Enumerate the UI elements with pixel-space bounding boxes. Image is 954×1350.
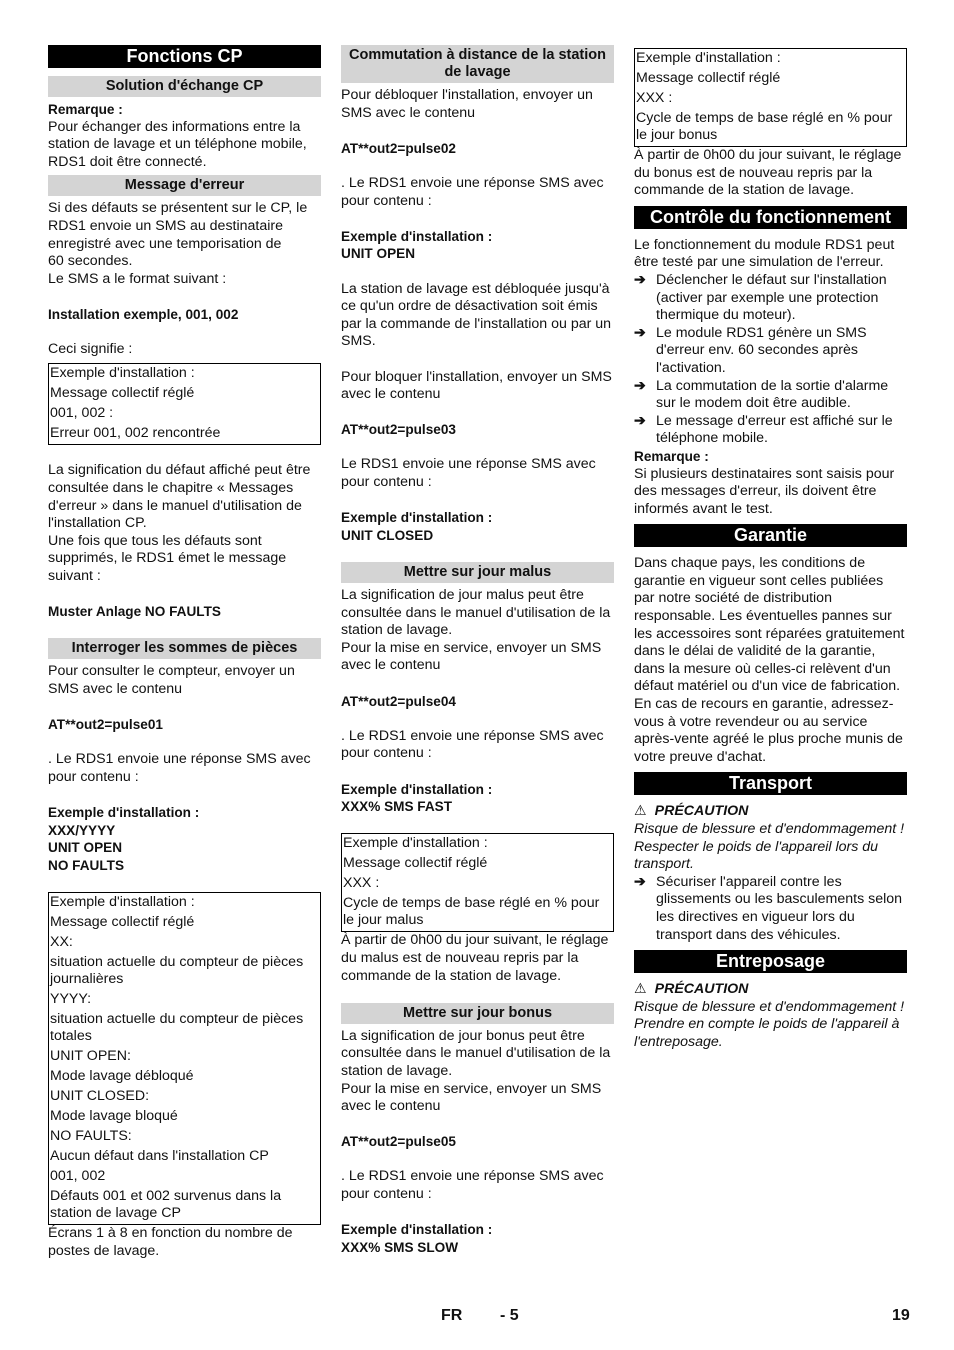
info-box <box>341 833 614 932</box>
box-line: XX: <box>50 933 73 950</box>
paragraph: 60 secondes. <box>48 253 133 270</box>
box-line: UNIT CLOSED: <box>50 1087 150 1104</box>
arrow-right-icon: ➔ <box>634 873 646 890</box>
paragraph: Pour la mise en service, envoyer un SMS avec le contenu <box>341 639 602 674</box>
paragraph: . Le RDS1 envoie une réponse SMS avec pour contenu : <box>341 1168 604 1203</box>
step-text: Sécuriser l'appareil contre les glissements ou les basculements selon les directives en vigueur lors du transport dans des véhicules. <box>656 873 903 943</box>
paragraph: Pour débloquer l'installation, envoyer un SMS avec le contenu <box>341 87 593 121</box>
paragraph: Dans chaque pays, les conditions de garantie en vigueur sont celles publiées par notre société de distribution responsable. Les éventuelles pannes sur les accessoires sont réparées gratuitement dans le délai de validité de la garantie, dans la mesure où celles-ci relèvent d'un défaut matériel ou d'un vice de fabrication. En cas de recours en garantie, adressez-vous à votre revendeur ou au service après-vente agréé le plus proche munis de votre preuve d'achat. <box>634 555 905 765</box>
arrow-right-icon: ➔ <box>634 324 646 341</box>
step-item <box>634 413 907 448</box>
example-line: Exemple d'installation : <box>341 781 493 797</box>
paragraph: Pour la mise en service, envoyer un SMS avec le contenu <box>341 1080 602 1115</box>
box-line: Exemple d'installation : <box>343 835 488 852</box>
caution-label: PRÉCAUTION <box>654 803 749 820</box>
sms-command: AT**out2=pulse03 <box>341 422 456 438</box>
example-line: UNIT OPEN <box>341 246 416 262</box>
paragraph: Une fois que tous les défauts sont supprimés, le RDS1 émet le message suivant : <box>48 532 287 584</box>
sms-command: AT**out2=pulse02 <box>341 140 456 156</box>
step-text: Déclencher le défaut sur l'installation (activer par exemple une protection thermique du moteur). <box>656 271 887 324</box>
box-line: XXX : <box>343 875 380 892</box>
box-line: situation actuelle du compteur de pièces journalières <box>50 953 304 987</box>
note-text: Pour échanger des informations entre la station de lavage et un téléphone mobile, RDS1 doit être connecté. <box>48 118 307 170</box>
paragraph: Pour bloquer l'installation, envoyer un SMS avec le contenu <box>341 368 612 403</box>
step-item <box>634 272 907 325</box>
box-line: 001, 002 <box>50 1167 106 1184</box>
paragraph: . Le RDS1 envoie une réponse SMS avec pour contenu : <box>341 174 604 209</box>
box-line: XXX : <box>636 90 673 106</box>
box-line: Cycle de temps de base réglé en % pour le jour malus <box>343 895 600 929</box>
section-title-garantie: Garantie <box>634 524 907 547</box>
box-line: Cycle de temps de base réglé en % pour le jour bonus <box>636 110 893 143</box>
paragraph: . Le RDS1 envoie une réponse SMS avec pour contenu : <box>341 727 604 762</box>
section-title-transport: Transport <box>634 772 907 795</box>
caution-label: PRÉCAUTION <box>654 981 749 998</box>
paragraph: . Le RDS1 envoie une réponse SMS avec pour contenu : <box>48 751 311 785</box>
sms-example: Installation exemple, 001, 002 <box>48 306 239 322</box>
subheading-jour-bonus: Mettre sur jour bonus <box>341 1003 614 1024</box>
paragraph: La signification de jour malus peut être consultée dans le manuel d'utilisation de la station de lavage. <box>341 587 611 639</box>
caution-block <box>634 981 907 1051</box>
paragraph: Pour consulter le compteur, envoyer un SMS avec le contenu <box>48 663 295 697</box>
box-line: Exemple d'installation : <box>50 893 195 910</box>
paragraph: Le RDS1 envoie une réponse SMS avec pour contenu : <box>341 456 596 491</box>
example-line: XXX% SMS FAST <box>341 799 453 815</box>
paragraph: La signification du défaut affiché peut être consultée dans le chapitre « Messages d'erreur » dans le manuel d'utilisation de l'installation CP. <box>48 462 311 532</box>
subheading-solution-echange: Solution d'échange CP <box>48 76 321 97</box>
box-line: 001, 002 : <box>50 404 114 421</box>
caution-block <box>634 803 907 873</box>
subheading-message-erreur: Message d'erreur <box>48 175 321 196</box>
sms-command: AT**out2=pulse05 <box>341 1134 456 1150</box>
box-line: Mode lavage bloqué <box>50 1107 178 1124</box>
caution-text: Prendre en compte le poids de l'appareil à l'entreposage. <box>634 1016 900 1050</box>
step-text: Le module RDS1 génère un SMS d'erreur env. 60 secondes après l'activation. <box>656 324 867 376</box>
example-line: UNIT OPEN <box>48 840 123 856</box>
example-line: Exemple d'installation : <box>48 805 200 820</box>
example-line: XXX% SMS SLOW <box>341 1239 459 1255</box>
example-line: XXX/YYYY <box>48 822 116 838</box>
warning-triangle-icon: ⚠ <box>634 803 647 820</box>
paragraph: Le fonctionnement du module RDS1 peut être testé par une simulation de l'erreur. <box>634 236 895 271</box>
box-line: YYYY: <box>50 990 92 1007</box>
footer-page-number: 19 <box>892 1307 910 1324</box>
sms-example: Muster Anlage NO FAULTS <box>48 604 221 620</box>
section-title-controle: Contrôle du fonctionnement <box>634 206 907 229</box>
arrow-right-icon: ➔ <box>634 271 646 288</box>
sms-command: AT**out2=pulse04 <box>341 693 456 709</box>
paragraph: Si des défauts se présentent sur le CP, le RDS1 envoie un SMS au destinataire enregistré avec une temporisation de <box>48 200 308 252</box>
example-line: Exemple d'installation : <box>341 510 493 526</box>
box-line: Exemple d'installation : <box>636 50 781 66</box>
example-line: Exemple d'installation : <box>341 1222 493 1238</box>
footer-page-section: - 5 <box>500 1307 519 1324</box>
box-line: situation actuelle du compteur de pièces totales <box>50 1010 304 1044</box>
note-text: Si plusieurs destinataires sont saisis pour des messages d'erreur, ils doivent être informés avant le test. <box>634 465 895 517</box>
paragraph: Écrans 1 à 8 en fonction du nombre de postes de lavage. <box>48 1224 293 1259</box>
caution-text: Risque de blessure et d'endommagement ! <box>634 998 905 1015</box>
footer-language: FR <box>441 1307 463 1324</box>
column-left <box>48 45 321 1260</box>
step-item <box>634 325 907 378</box>
box-line: Erreur 001, 002 rencontrée <box>50 424 221 441</box>
section-title-fonctions-cp: Fonctions CP <box>48 45 321 68</box>
box-line: Aucun défaut dans l'installation CP <box>50 1147 269 1164</box>
box-line: NO FAULTS: <box>50 1127 132 1144</box>
example-line: Exemple d'installation : <box>341 228 493 244</box>
note-label: Remarque : <box>634 448 709 464</box>
section-title-entreposage: Entreposage <box>634 950 907 973</box>
caution-text: Risque de blessure et d'endommagement ! <box>634 821 905 837</box>
caution-text: Respecter le poids de l'appareil lors du transport. <box>634 838 879 873</box>
note-label: Remarque : <box>48 102 123 117</box>
paragraph: À partir de 0h00 du jour suivant, le réglage du malus est de nouveau repris par la commande de la station de lavage. <box>341 932 609 984</box>
subheading-commutation: Commutation à distance de la station de lavage <box>341 45 614 83</box>
box-line: Message collectif réglé <box>636 70 781 86</box>
paragraph: Le SMS a le format suivant : <box>48 270 227 287</box>
box-line: Mode lavage débloqué <box>50 1067 194 1084</box>
column-middle <box>341 45 614 1256</box>
arrow-right-icon: ➔ <box>634 377 646 394</box>
subheading-jour-malus: Mettre sur jour malus <box>341 562 614 583</box>
box-line: UNIT OPEN: <box>50 1047 131 1064</box>
arrow-right-icon: ➔ <box>634 412 646 429</box>
box-line: Message collectif réglé <box>50 384 195 401</box>
paragraph: À partir de 0h00 du jour suivant, le réglage du bonus est de nouveau repris par la commande de la station de lavage. <box>634 147 902 199</box>
box-line: Message collectif réglé <box>50 913 195 930</box>
warning-triangle-icon: ⚠ <box>634 981 647 998</box>
step-text: Le message d'erreur est affiché sur le téléphone mobile. <box>656 412 893 447</box>
info-box <box>48 363 321 445</box>
box-line: Exemple d'installation : <box>50 364 195 381</box>
info-box <box>634 48 907 147</box>
column-right <box>634 48 907 1052</box>
box-line: Défauts 001 et 002 survenus dans la station de lavage CP <box>50 1187 282 1221</box>
box-line: Message collectif réglé <box>343 855 488 872</box>
step-item <box>634 378 907 413</box>
example-line: UNIT CLOSED <box>341 527 434 543</box>
subheading-sommes-pieces: Interroger les sommes de pièces <box>48 638 321 659</box>
paragraph: La signification de jour bonus peut être consultée dans le manuel d'utilisation de la station de lavage. <box>341 1027 611 1079</box>
sms-command: AT**out2=pulse01 <box>48 717 163 733</box>
example-line: NO FAULTS <box>48 857 125 873</box>
paragraph: Ceci signifie : <box>48 341 133 358</box>
step-item <box>634 874 907 944</box>
paragraph: La station de lavage est débloquée jusqu'à ce qu'un ordre de désactivation soit émis par la commande de l'installation ou par un SMS. <box>341 280 612 350</box>
step-text: La commutation de la sortie d'alarme sur le modem doit être audible. <box>656 377 889 412</box>
info-box <box>48 892 321 1225</box>
